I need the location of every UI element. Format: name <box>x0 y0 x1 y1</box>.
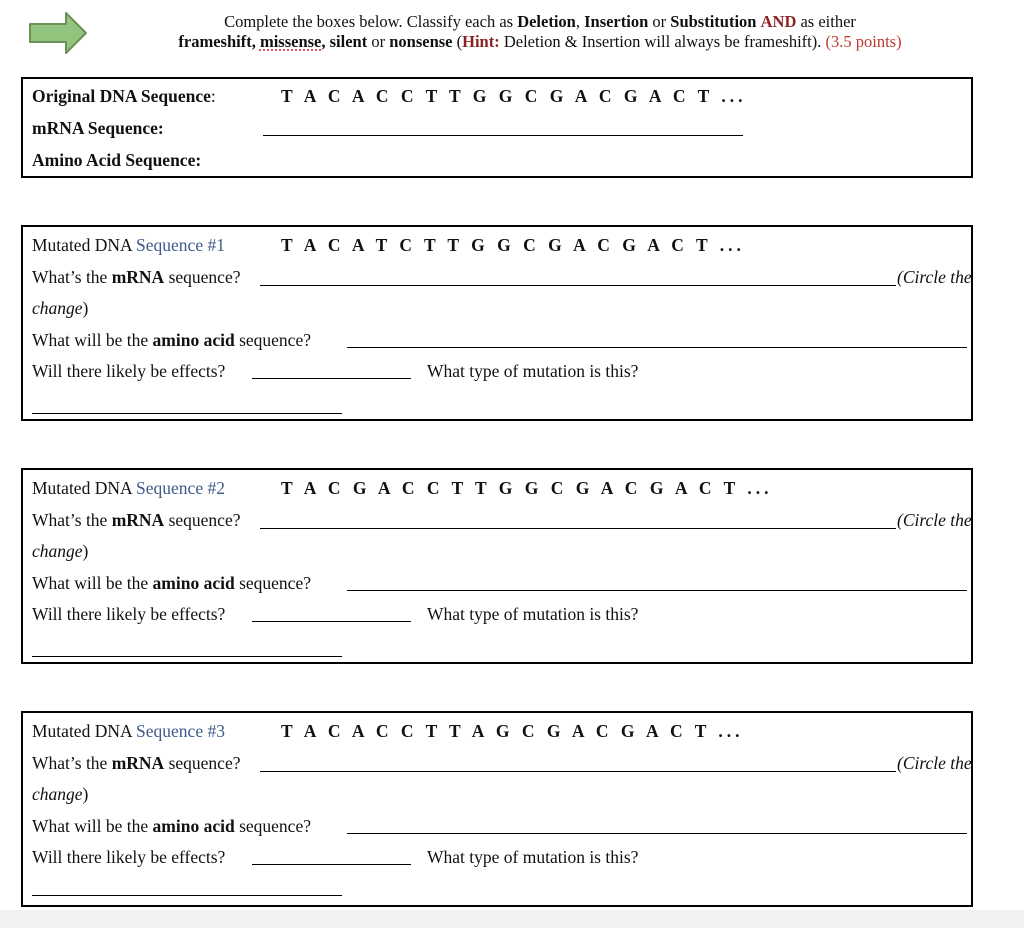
change-close: ) <box>82 298 89 318</box>
instr-text: , <box>251 32 260 51</box>
mutation-type-answer-line[interactable] <box>32 895 342 896</box>
circle-the-note: (Circle the <box>897 753 972 773</box>
q-text: sequence? <box>164 753 241 773</box>
original-dna-sequence: T A C A C C T T G G C G A C G A C T ... <box>281 86 747 106</box>
mutation-type-answer-line[interactable] <box>32 656 342 657</box>
mutation-number: Sequence #2 <box>136 478 225 498</box>
original-dna-label <box>32 85 216 107</box>
instr-nonsense: nonsense <box>389 32 453 51</box>
mutation-box-3 <box>21 711 973 907</box>
q-text: What will be the <box>32 330 153 350</box>
mutation-number: Sequence #1 <box>136 235 225 255</box>
q-text: sequence? <box>164 267 241 287</box>
instr-text: or <box>367 32 390 51</box>
circle-the-note: (Circle the <box>897 510 972 530</box>
mutation-type-question: What type of mutation is this? <box>427 847 639 867</box>
mrna-question <box>32 509 240 531</box>
q-text: sequence? <box>164 510 241 530</box>
amino-acid-question <box>32 572 311 594</box>
original-mrna-answer-line[interactable] <box>263 135 743 136</box>
mrna-answer-line[interactable] <box>260 771 896 772</box>
mrna-question <box>32 266 240 288</box>
q-bold: amino acid <box>152 330 235 350</box>
effects-question: Will there likely be effects? <box>32 604 226 624</box>
amino-acid-question <box>32 815 311 837</box>
effects-answer-line[interactable] <box>252 621 411 622</box>
circle-the-note: (Circle the <box>897 267 972 287</box>
original-sequence-box <box>21 77 973 178</box>
instr-text: Complete the boxes below. Classify each as <box>224 12 518 31</box>
mutated-dna-label <box>32 720 225 742</box>
q-bold: amino acid <box>152 816 235 836</box>
instr-insertion: Insertion <box>584 12 649 31</box>
page-bottom-strip <box>0 910 1024 928</box>
q-bold: mRNA <box>111 510 165 530</box>
mutated-prefix: Mutated DNA <box>32 478 137 498</box>
instr-hint-text: Deletion & Insertion will always be frameshift). <box>499 32 826 51</box>
instr-text: as either <box>796 12 856 31</box>
q-bold: mRNA <box>111 753 165 773</box>
change-text: change <box>32 298 83 318</box>
instr-points: (3.5 points) <box>825 32 902 51</box>
effects-answer-line[interactable] <box>252 378 411 379</box>
mutation-type-question: What type of mutation is this? <box>427 361 639 381</box>
q-bold: mRNA <box>111 267 165 287</box>
mutated-dna-sequence: T A C A C C T T A G C G A C G A C T ... <box>281 721 744 741</box>
mutation-box-1 <box>21 225 973 421</box>
instr-missense: missense <box>259 32 322 51</box>
mutation-number: Sequence #3 <box>136 721 225 741</box>
instr-text: ( <box>452 32 463 51</box>
mutated-dna-label <box>32 477 225 499</box>
mutation-type-question: What type of mutation is this? <box>427 604 639 624</box>
effects-question: Will there likely be effects? <box>32 361 226 381</box>
effects-answer-line[interactable] <box>252 864 411 865</box>
original-mrna-label: mRNA Sequence: <box>32 118 164 138</box>
q-text: What’s the <box>32 267 112 287</box>
q-text: What’s the <box>32 510 112 530</box>
mutated-prefix: Mutated DNA <box>32 235 137 255</box>
instructions-line-1 <box>100 12 980 32</box>
q-text: What will be the <box>32 573 153 593</box>
amino-acid-answer-line[interactable] <box>347 833 967 834</box>
change-note <box>32 297 88 319</box>
original-dna-label-text: Original DNA Sequence <box>32 86 211 106</box>
instr-frameshift: frameshift <box>178 32 252 51</box>
mrna-question <box>32 752 240 774</box>
mrna-answer-line[interactable] <box>260 285 896 286</box>
original-aa-label: Amino Acid Sequence: <box>32 150 202 170</box>
q-text: sequence? <box>234 816 311 836</box>
instr-text: or <box>648 12 671 31</box>
mutated-dna-sequence: T A C G A C C T T G G C G A C G A C T ... <box>281 478 773 498</box>
change-note <box>32 540 88 562</box>
change-text: change <box>32 541 83 561</box>
q-text: sequence? <box>234 573 311 593</box>
instr-deletion: Deletion <box>517 12 576 31</box>
amino-acid-answer-line[interactable] <box>347 590 967 591</box>
mutation-type-answer-line[interactable] <box>32 413 342 414</box>
mutated-dna-label <box>32 234 225 256</box>
q-text: sequence? <box>234 330 311 350</box>
mutation-box-2 <box>21 468 973 664</box>
right-arrow-icon <box>28 11 88 55</box>
instr-and: AND <box>760 12 797 31</box>
q-text: What’s the <box>32 753 112 773</box>
change-text: change <box>32 784 83 804</box>
instr-substitution: Substitution <box>670 12 757 31</box>
instr-silent: silent <box>329 32 368 51</box>
original-dna-colon: : <box>210 86 216 106</box>
instr-text: , <box>321 32 330 51</box>
instructions-line-2 <box>100 32 980 52</box>
effects-question: Will there likely be effects? <box>32 847 226 867</box>
change-close: ) <box>82 541 89 561</box>
q-bold: amino acid <box>152 573 235 593</box>
change-close: ) <box>82 784 89 804</box>
change-note <box>32 783 88 805</box>
mutated-dna-sequence: T A C A T C T T G G C G A C G A C T ... <box>281 235 745 255</box>
instr-text: , <box>575 12 585 31</box>
amino-acid-answer-line[interactable] <box>347 347 967 348</box>
mutated-prefix: Mutated DNA <box>32 721 137 741</box>
amino-acid-question <box>32 329 311 351</box>
instr-hint: Hint: <box>462 32 500 51</box>
q-text: What will be the <box>32 816 153 836</box>
mrna-answer-line[interactable] <box>260 528 896 529</box>
